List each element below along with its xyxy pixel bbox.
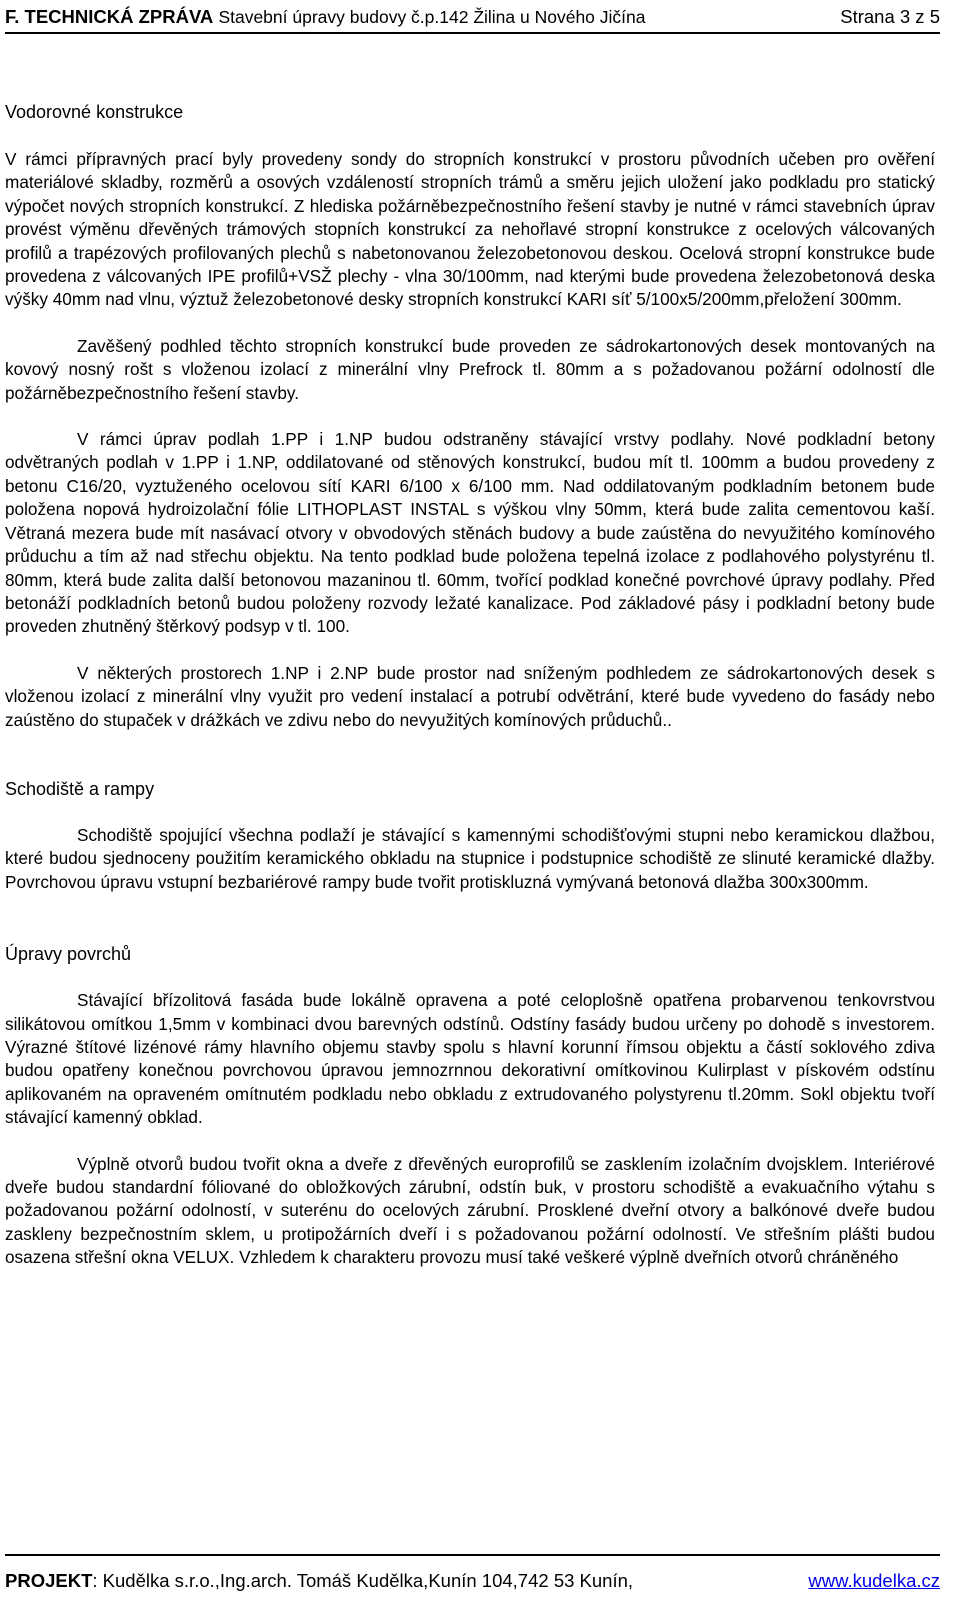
document-subtitle: Stavební úpravy budovy č.p.142 Žilina u Nového Jičína xyxy=(218,7,646,27)
paragraph: V některých prostorech 1.NP i 2.NP bude prostor nad sníženým podhledem ze sádrokartonových desek s vloženou izolací z minerální vlny využit pro vedení instalací a potrubí odvětrání, které bude vyvedeno do fasády nebo zaústěno do stupaček v drážkách ve zdivu nebo do nevyužitých komínových průduchů.. xyxy=(5,662,935,730)
section-heading: Vodorovné konstrukce xyxy=(5,102,184,122)
document-title: F. TECHNICKÁ ZPRÁVA xyxy=(5,6,214,27)
document-body xyxy=(5,100,935,1270)
section-heading: Schodiště a rampy xyxy=(5,778,155,799)
footer-label: PROJEKT xyxy=(5,1570,93,1591)
paragraph: Zavěšený podhled těchto stropních konstrukcí bude proveden ze sádrokartonových desek montovaných na kovový nosný rošt s vloženou izolací z minerální vlny Prefrock tl. 80mm a s požadovanou požární odolností dle požárněbezpečnostního řešení stavby. xyxy=(5,335,935,403)
website-link[interactable]: www.kudelka.cz xyxy=(808,1570,940,1591)
paragraph: V rámci úprav podlah 1.PP i 1.NP budou odstraněny stávající vrstvy podlahy. Nové podkladní betony odvětraných podlah v 1.PP i 1.NP, oddilatované od stěnových konstrukcí, budou mít tl. 100mm a budou provedeny z betonu C16/20, vyztuženého ocelovou sítí KARI 6/100 x 6/100 mm. Nad oddilatovaným podkladním betonem bude položena nopová hydroizolační fólie LITHOPLAST INSTAL s výškou vlny 50mm, která bude zalita cementovou kaší. Větraná mezera bude mít nasávací otvory v obvodových stěnách budovy a bude zaústěna do nevyužitého komínového průduchu a tím až nad střechu objektu. Na tento podklad bude položena tepelná izolace z podlahového polystyrénu tl. 80mm, která bude zalita další betonovou mazaninou tl. 60mm, tvořící podklad konečné povrchové úpravy podlahy. Před betonáží podkladních betonů budou položeny rozvody ležaté kanalizace. Pod základové pásy i podkladní betony bude proveden zhutněný štěrkový podsyp v tl. 100. xyxy=(5,429,935,637)
paragraph: V rámci přípravných prací byly provedeny sondy do stropních konstrukcí v prostoru původních učeben pro ověření materiálové skladby, rozměrů a osových vzdáleností stropních trámů a směru jejich uložení jako podkladu pro statický výpočet nových stropních konstrukcí. Z hlediska požárněbezpečnostního řešení stavby je nutné v rámci stavebních úprav provést výměnu dřevěných trámových stopních konstrukcí za nehořlavé stropní konstrukce z ocelových válcovaných profilů a trapézových profilovaných plechů s nabetonovanou železobetonovou deskou. Ocelová stropní konstrukce bude provedena z válcovaných IPE profilů+VSŽ plechy - vlna 30/100mm, nad kterými bude provedena železobetonová deska výšky 40mm nad vlnu, výztuž železobetonové desky stropních konstrukcí KARI síť 5/100x5/200mm,přeložení 300mm. xyxy=(5,149,935,310)
paragraph: Výplně otvorů budou tvořit okna a dveře z dřevěných europrofilů se zasklením izolačním dvojsklem. Interiérové dveře budou standardní fóliované do obložkových zárubní, odstín buk, v prostoru schodiště a evakuačního výtahu s požadovanou požární odolností, v suterénu do ocelových zárubní. Prosklené dveřní otvory a balkónové dveře budou zaskleny bezpečnostním sklem, u protipožárních dveří i s požadovanou požární odolností. Ve střešním plášti budou osazena střešní okna VELUX. Vzhledem k charakteru provozu musí také veškeré výplně dveřních otvorů chráněného xyxy=(5,1153,935,1268)
footer-address: : Kudělka s.r.o.,Ing.arch. Tomáš Kudělka,Kunín 104,742 53 Kunín, xyxy=(92,1570,634,1591)
page-header xyxy=(5,6,940,34)
paragraph: Stávající břízolitová fasáda bude lokálně opravena a poté celoplošně opatřena probarvenou tenkovrstvou silikátovou omítkou 1,5mm v kombinaci dvou barevných odstínů. Odstíny fasády budou určeny po dohodě s investorem. Výrazné štítové lizénové rámy hlavního objemu stavby spolu s hlavní korunní římsou objektu a částí soklového zdiva budou opatřeny konečnou povrchovou úpravou jemnozrnnou dekorativní omítkovinou Kulirplast v pískovém odstínu aplikovaném na opraveném omítnutém podkladu nebo obkladu z extrudovaného polystyrenu tl.20mm. Sokl objektu tvoří stávající kamenný obklad. xyxy=(5,990,935,1128)
page-footer xyxy=(5,1554,940,1596)
paragraph: Schodiště spojující všechna podlaží je stávající s kamennými schodišťovými stupni nebo keramickou dlažbou, které budou sjednoceny použitím keramického obkladu na stupnice i podstupnice schodiště ze slinuté keramické dlažby. Povrchovou úpravu vstupní bezbariérové rampy bude tvořit protiskluzná vymývaná betonová dlažba 300x300mm. xyxy=(5,824,935,892)
section-heading: Úpravy povrchů xyxy=(5,944,132,965)
footer-text xyxy=(5,1570,633,1592)
page-number: Strana 3 z 5 xyxy=(840,6,940,27)
